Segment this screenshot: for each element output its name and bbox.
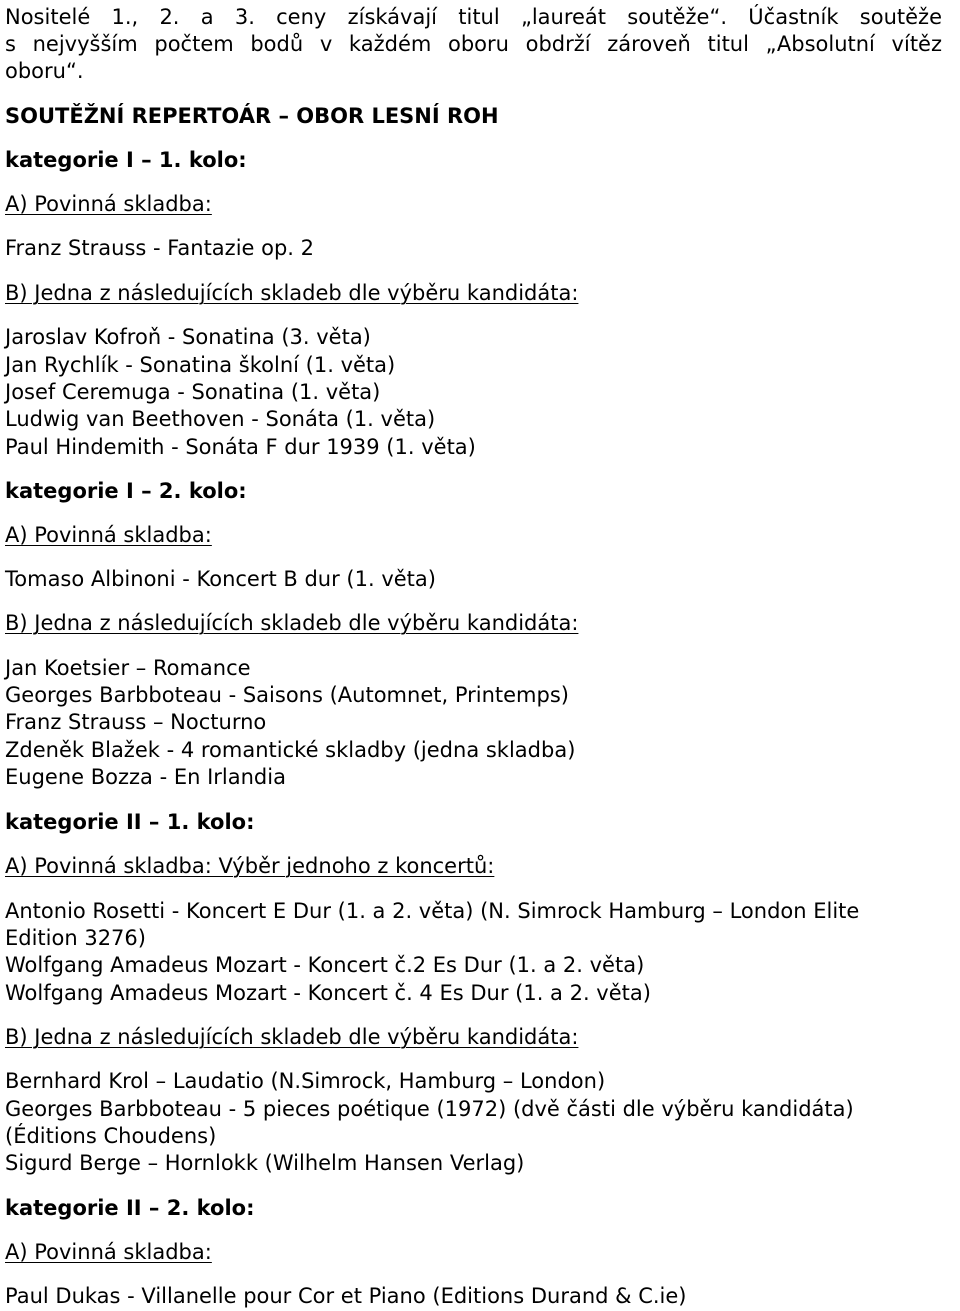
choice-item: Georges Barbboteau - Saisons (Automnet, Printemps) [5,683,569,707]
choice-item: Paul Hindemith - Sonáta F dur 1939 (1. věta) [5,435,476,459]
choice-item: Jan Rychlík - Sonatina školní (1. věta) [5,353,396,377]
mandatory-label: A) Povinná skladba: [5,1240,212,1264]
category-heading: kategorie I – 1. kolo: [5,148,247,172]
concerto-item: Edition 3276) [5,926,146,950]
choice-label: B) Jedna z následujících skladeb dle výběru kandidáta: [5,611,579,635]
choice-item: Bernhard Krol – Laudatio (N.Simrock, Hamburg – London) [5,1069,606,1093]
intro-line-1: Nositelé 1., 2. a 3. ceny získávají titul „laureát soutěže“. Účastník soutěže [5,5,942,29]
concerto-item: Wolfgang Amadeus Mozart - Koncert č.2 Es Dur (1. a 2. věta) [5,953,645,977]
choice-item: (Éditions Choudens) [5,1124,217,1148]
mandatory-piece: Franz Strauss - Fantazie op. 2 [5,236,315,260]
mandatory-piece: Tomaso Albinoni - Koncert B dur (1. věta) [5,567,436,591]
category-heading: kategorie I – 2. kolo: [5,479,247,503]
category-heading: kategorie II – 1. kolo: [5,810,255,834]
concerto-item: Wolfgang Amadeus Mozart - Koncert č. 4 Es Dur (1. a 2. věta) [5,981,651,1005]
mandatory-label: A) Povinná skladba: Výběr jednoho z koncertů: [5,854,495,878]
mandatory-label: A) Povinná skladba: [5,192,212,216]
intro-line-2: s nejvyšším počtem bodů v každém oboru obdrží zároveň titul „Absolutní vítěz [5,32,942,56]
choice-item: Jaroslav Kofroň - Sonatina (3. věta) [5,325,371,349]
choice-item: Zdeněk Blažek - 4 romantické skladby (jedna skladba) [5,738,576,762]
mandatory-label: A) Povinná skladba: [5,523,212,547]
choice-item: Franz Strauss – Nocturno [5,710,267,734]
choice-item: Jan Koetsier – Romance [5,656,251,680]
choice-item: Eugene Bozza - En Irlandia [5,765,286,789]
choice-item: Sigurd Berge – Hornlokk (Wilhelm Hansen Verlag) [5,1151,525,1175]
intro-line-3: oboru“. [5,59,84,83]
choice-label: B) Jedna z následujících skladeb dle výběru kandidáta: [5,281,579,305]
concerto-item: Antonio Rosetti - Koncert E Dur (1. a 2. věta) (N. Simrock Hamburg – London Elite [5,899,860,923]
mandatory-piece: Paul Dukas - Villanelle pour Cor et Piano (Editions Durand & C.ie) [5,1284,687,1308]
choice-item: Georges Barbboteau - 5 pieces poétique (1972) (dvě části dle výběru kandidáta) [5,1097,854,1121]
section-title: SOUTĚŽNÍ REPERTOÁR – OBOR LESNÍ ROH [5,104,499,128]
choice-item: Ludwig van Beethoven - Sonáta (1. věta) [5,407,436,431]
choice-item: Josef Ceremuga - Sonatina (1. věta) [5,380,381,404]
choice-label: B) Jedna z následujících skladeb dle výběru kandidáta: [5,1025,579,1049]
category-heading: kategorie II – 2. kolo: [5,1196,255,1220]
